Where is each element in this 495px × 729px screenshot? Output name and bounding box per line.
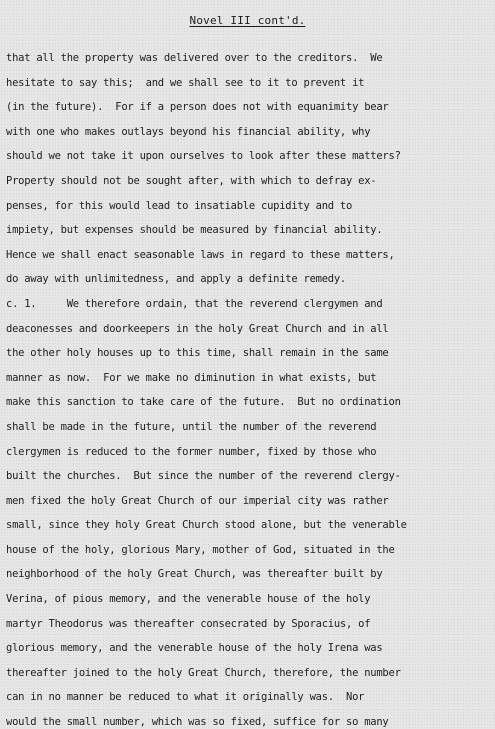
text-line: men fixed the holy Great Church of our imperial city was rather (6, 494, 389, 507)
page-heading: Novel III cont'd. (189, 14, 306, 27)
text-line: should we not take it upon ourselves to look after these matters? (6, 150, 401, 163)
text-line: Property should not be sought after, with which to defray ex- (6, 174, 377, 187)
text-line: hesitate to say this; and we shall see to it to prevent it (6, 76, 365, 89)
text-line: glorious memory, and the venerable house of the holy Irena was (6, 642, 383, 655)
text-line: with one who makes outlays beyond his financial ability, why (6, 125, 371, 138)
text-line: c. 1. We therefore ordain, that the reverend clergymen and (6, 297, 383, 310)
text-line: penses, for this would lead to insatiable cupidity and to (6, 199, 353, 212)
text-line: house of the holy, glorious Mary, mother of God, situated in the (6, 543, 395, 556)
text-line: impiety, but expenses should be measured by financial ability. (6, 224, 383, 237)
text-line: clergymen is reduced to the former number, fixed by those who (6, 445, 377, 458)
text-line: that all the property was delivered over to the creditors. We (6, 52, 383, 64)
text-line: small, since they holy Great Church stood alone, but the venerable (6, 519, 407, 532)
text-line: make this sanction to take care of the future. But no ordination (6, 396, 401, 409)
text-line: martyr Theodorus was thereafter consecrated by Sporacius, of (6, 617, 371, 630)
text-line: can in no manner be reduced to what it originally was. Nor (6, 691, 365, 704)
text-line: thereafter joined to the holy Great Church, therefore, the number (6, 666, 401, 679)
text-line: deaconesses and doorkeepers in the holy Great Church and in all (6, 322, 389, 335)
body-text (6, 46, 494, 729)
text-line: manner as now. For we make no diminution in what exists, but (6, 371, 377, 384)
text-line: (in the future). For if a person does not with equanimity bear (6, 101, 389, 114)
text-line: the other holy houses up to this time, shall remain in the same (6, 347, 389, 360)
text-line: do away with unlimitedness, and apply a definite remedy. (6, 273, 347, 286)
text-line: would the small number, which was so fixed, suffice for so many (6, 716, 389, 729)
text-line: neighborhood of the holy Great Church, was thereafter built by (6, 568, 383, 581)
text-line: shall be made in the future, until the number of the reverend (6, 420, 377, 433)
text-line: Hence we shall enact seasonable laws in regard to these matters, (6, 248, 395, 261)
text-line: Verina, of pious memory, and the venerable house of the holy (6, 593, 371, 606)
text-line: built the churches. But since the number of the reverend clergy- (6, 470, 401, 483)
